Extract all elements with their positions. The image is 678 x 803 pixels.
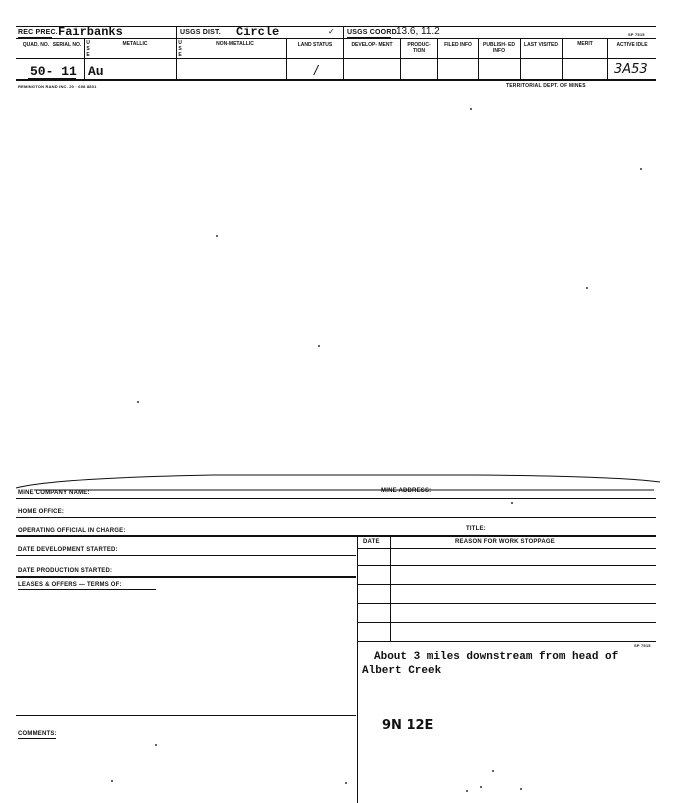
scan-speck [511, 502, 513, 504]
form-number-bottom: SP 7515 [634, 643, 651, 648]
scan-speck [155, 744, 157, 746]
dept-line: TERRITORIAL DEPT. OF MINES [506, 83, 586, 89]
usgs-dist-value: Circle [236, 25, 280, 39]
reason-col-label: REASON FOR WORK STOPPAGE [455, 539, 555, 545]
scan-speck [492, 770, 494, 772]
col-non-metallic: NON-METALLIC [216, 41, 254, 47]
usgs-coord-value: 13.6, 11.2 [396, 26, 440, 37]
scan-speck [111, 780, 113, 782]
form-number-top: SP 7515 [628, 32, 645, 37]
scan-speck [586, 287, 588, 289]
rec-prec-label: REC PREC. [18, 29, 58, 36]
usgs-coord-label: USGS COORD. [347, 29, 399, 36]
col-development: DEVELOP- MENT [351, 42, 393, 48]
col-last-visited: LAST VISITED [524, 42, 558, 48]
scan-speck [137, 401, 139, 403]
location-note-line-2: Albert Creek [362, 665, 442, 677]
land-status-value: / [314, 62, 318, 78]
metallic-value: Au [88, 64, 104, 79]
mine-address-label: MINE ADDRESS: [381, 488, 432, 494]
col-land-status: LAND STATUS [297, 42, 333, 48]
scan-speck [345, 782, 347, 784]
comments-label: COMMENTS: [18, 731, 57, 737]
home-office-label: HOME OFFICE: [18, 509, 65, 515]
card-top-edge [14, 472, 664, 492]
date-production-label: DATE PRODUCTION STARTED: [18, 568, 113, 574]
date-col-label: DATE [363, 539, 380, 545]
scan-speck [466, 790, 468, 792]
col-quad-no: QUAD. NO. [22, 42, 50, 48]
scan-speck [470, 108, 472, 110]
scan-speck [216, 235, 218, 237]
col-use-2: U S E [178, 40, 182, 58]
mine-company-name-label: MINE COMPANY NAME: [18, 490, 90, 496]
col-use-1: U S E [86, 40, 90, 58]
col-published-info: PUBLISH- ED INFO [483, 42, 515, 54]
usgs-dist-label: USGS DIST. [180, 29, 221, 36]
location-note-line-1: About 3 miles downstream from head of [374, 651, 619, 663]
quad-serial-value: 50- 11 [30, 64, 77, 79]
leases-label: LEASES & OFFERS — TERMS OF: [18, 582, 122, 588]
printer-line: REMINGTON RAND INC. 20 · 608 8801 [18, 84, 97, 89]
col-merit: MERIT [577, 41, 593, 47]
scan-speck [520, 788, 522, 790]
operating-official-label: OPERATING OFFICIAL IN CHARGE: [18, 528, 126, 534]
title-label: TITLE: [466, 526, 486, 532]
scan-speck [640, 168, 642, 170]
handwritten-code: 9N 12E [382, 718, 434, 733]
col-active-idle: ACTIVE IDLE [616, 42, 648, 48]
col-metallic: METALLIC [122, 41, 148, 47]
col-filed-info: FILED INFO [444, 42, 472, 48]
date-development-label: DATE DEVELOPMENT STARTED: [18, 547, 118, 553]
col-production: PRODUC- TION [407, 42, 431, 54]
scan-speck [480, 786, 482, 788]
active-idle-value: 3A53 [614, 62, 648, 77]
scan-speck [318, 345, 320, 347]
rec-prec-value: Fairbanks [58, 25, 123, 39]
tick-mark: ✓ [328, 27, 335, 36]
col-serial-no: SERIAL NO. [52, 42, 82, 48]
